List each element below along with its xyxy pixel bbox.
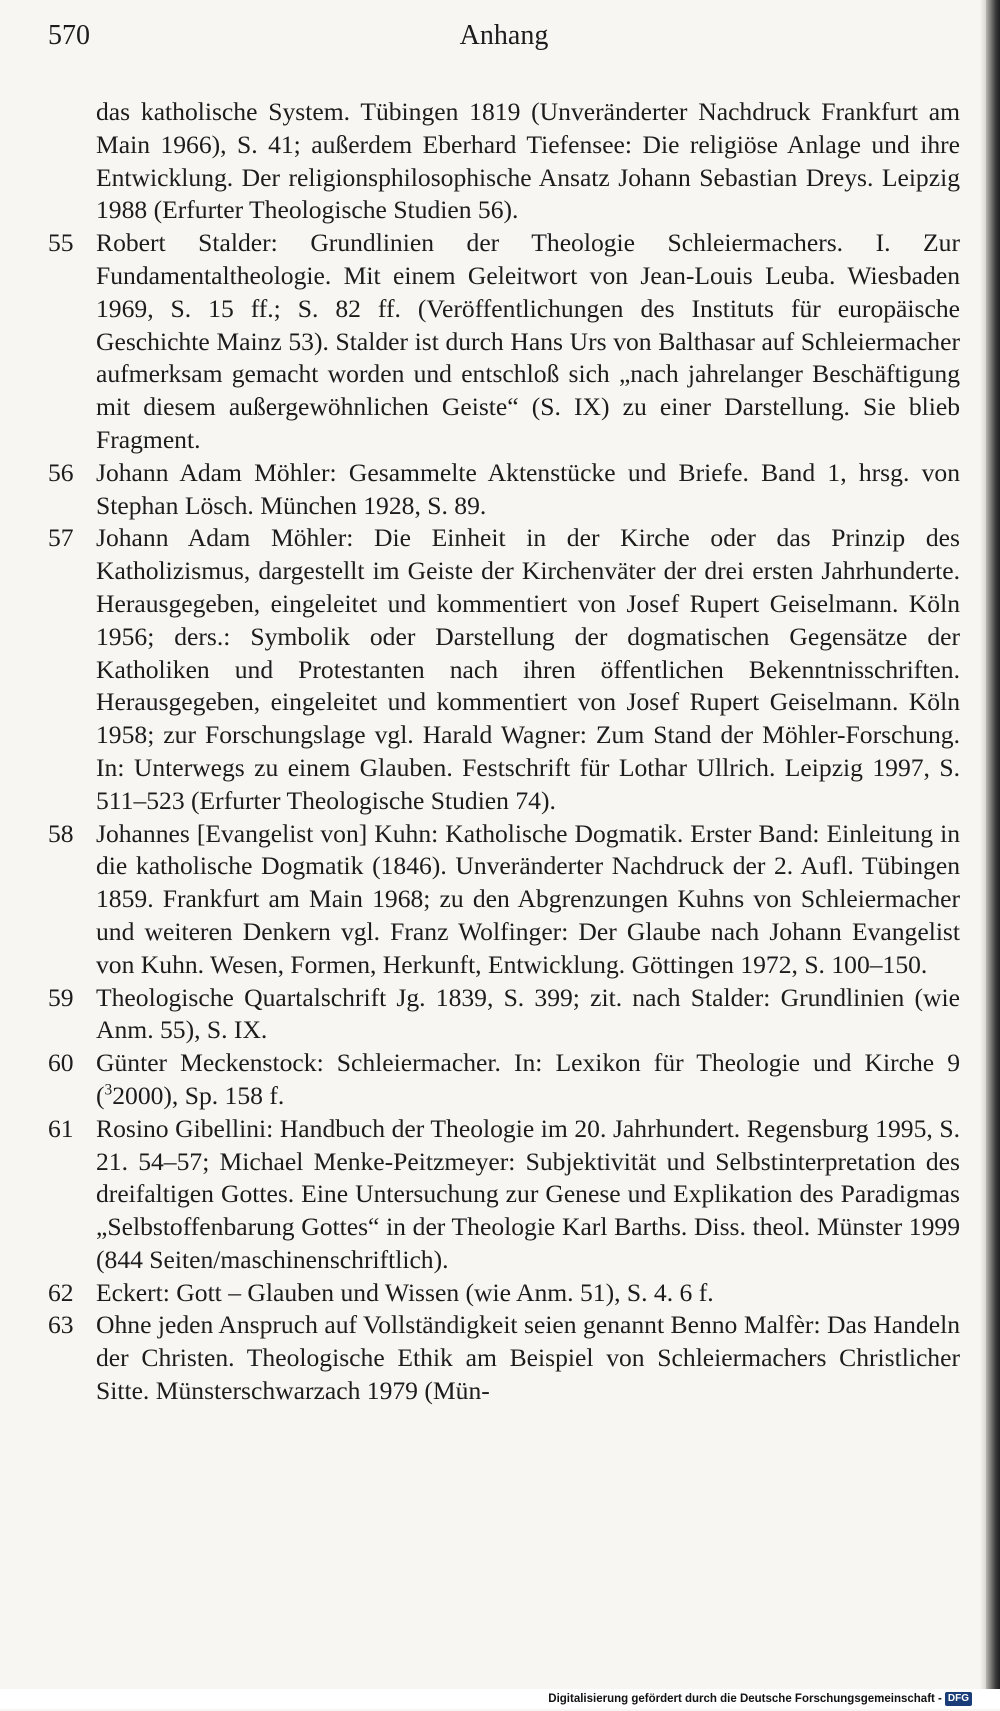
endnote-58 <box>48 818 960 982</box>
note-number: 56 <box>48 457 74 487</box>
note-number: 63 <box>48 1310 74 1340</box>
endnote-55 <box>48 227 960 457</box>
edition-superscript: 3 <box>104 1081 113 1099</box>
note-number: 59 <box>48 982 74 1012</box>
note-text: Johann Adam Möhler: Gesammelte Aktenstücke und Briefe. Band 1, hrsg. von Stephan Lösch. München 1928, S. 89. <box>96 457 960 520</box>
endnote-57 <box>48 522 960 817</box>
note-text: Eckert: Gott – Glauben und Wissen (wie Anm. 51), S. 4. 6 f. <box>96 1277 714 1307</box>
page-header <box>48 16 960 56</box>
note-number: 57 <box>48 523 74 553</box>
digitization-footer <box>0 1689 1000 1709</box>
endnote-60 <box>48 1047 960 1113</box>
book-spine-edge <box>986 0 1000 1700</box>
note-number: 61 <box>48 1113 74 1143</box>
note-text: Johannes [Evangelist von] Kuhn: Katholische Dogmatik. Erster Band: Einleitung in die katholische Dogmatik (1846). Unveränderter Nachdruck der 2. Aufl. Tübingen 1859. Frankfurt am Main 1968; zu den Abgrenzungen Kuhns von Schleiermacher und weiteren Denkern vgl. Franz Wolfinger: Der Glaube nach Johann Evangelist von Kuhn. Wesen, Formen, Herkunft, Entwicklung. Göttingen 1972, S. 100–150. <box>96 818 960 979</box>
note-text: Theologische Quartalschrift Jg. 1839, S. 399; zit. nach Stalder: Grundlinien (wie Anm. 55), S. IX. <box>96 982 960 1045</box>
note-number: 62 <box>48 1277 74 1307</box>
note-text: das katholische System. Tübingen 1819 (Unveränderter Nachdruck Frankfurt am Main 1966), S. 41; außerdem Eberhard Tiefensee: Die religiöse Anlage und ihre Entwicklung. Der religionsphilosophische Ansatz Johann Sebastian Dreys. Leipzig 1988 (Erfurter Theologische Studien 56). <box>96 97 960 225</box>
endnotes <box>48 96 960 1408</box>
endnote-continuation <box>48 96 960 227</box>
note-text <box>96 1047 960 1113</box>
note-text-part: Günter Meckenstock: Schleiermacher. In: Lexikon für Theologie und Kirche 9 ( <box>96 1048 960 1110</box>
endnote-56 <box>48 457 960 523</box>
note-number: 58 <box>48 818 74 848</box>
note-number: 60 <box>48 1048 74 1078</box>
footer-text: Digitalisierung gefördert durch die Deutsche Forschungsgemeinschaft - <box>548 1693 942 1705</box>
note-text: Robert Stalder: Grundlinien der Theologie Schleiermachers. I. Zur Fundamentaltheologie. Mit einem Geleitwort von Jean-Louis Leuba. Wiesbaden 1969, S. 15 ff.; S. 82 ff. (Veröffentlichungen des Instituts für europäische Geschichte Mainz 53). Stalder ist durch Hans Urs von Balthasar auf Schleiermacher aufmerksam gemacht worden und entschloß sich „nach jahrelanger Beschäftigung mit diesem außergewöhnlichen Geiste“ (S. IX) zu einer Darstellung. Sie blieb Fragment. <box>96 228 960 454</box>
running-head: Anhang <box>459 20 549 51</box>
endnote-59 <box>48 982 960 1048</box>
endnote-61 <box>48 1113 960 1277</box>
note-text: Ohne jeden Anspruch auf Vollständigkeit seien genannt Benno Malfèr: Das Handeln der Christen. Theologische Ethik am Beispiel von Schleiermachers Christlicher Sitte. Münsterschwarzach 1979 (Mün- <box>96 1310 960 1406</box>
note-text: Johann Adam Möhler: Die Einheit in der Kirche oder das Prinzip des Katholizismus, dargestellt im Geiste der Kirchenväter der drei ersten Jahrhunderte. Herausgegeben, eingeleitet und kommentiert von Josef Rupert Geiselmann. Köln 1956; ders.: Symbolik oder Darstellung der dogmatischen Gegensätze der Katholiken und Protestanten nach ihren öffentlichen Bekenntnisschriften. Herausgegeben, eingeleitet und kommentiert von Josef Rupert Geiselmann. Köln 1958; zur Forschungslage vgl. Harald Wagner: Zum Stand der Möhler-Forschung. In: Unterwegs zu einem Glauben. Festschrift für Lothar Ullrich. Leipzig 1997, S. 511–523 (Erfurter Theologische Studien 74). <box>96 523 960 815</box>
endnote-63 <box>48 1309 960 1407</box>
note-text: Rosino Gibellini: Handbuch der Theologie im 20. Jahrhundert. Regensburg 1995, S. 21. 54–57; Michael Menke-Peitzmeyer: Subjektivität und Selbstinterpretation des dreifaltigen Gottes. Eine Untersuchung zur Genese und Explikation des Paradigmas „Selbstoffenbarung Gottes“ in der Theologie Karl Barths. Diss. theol. Münster 1999 (844 Seiten/maschinenschriftlich). <box>96 1113 960 1274</box>
note-text-part: 2000), Sp. 158 f. <box>112 1080 285 1110</box>
dfg-logo: DFG <box>945 1692 972 1706</box>
page-number: 570 <box>48 20 90 51</box>
endnote-62 <box>48 1277 960 1310</box>
note-number: 55 <box>48 228 74 258</box>
